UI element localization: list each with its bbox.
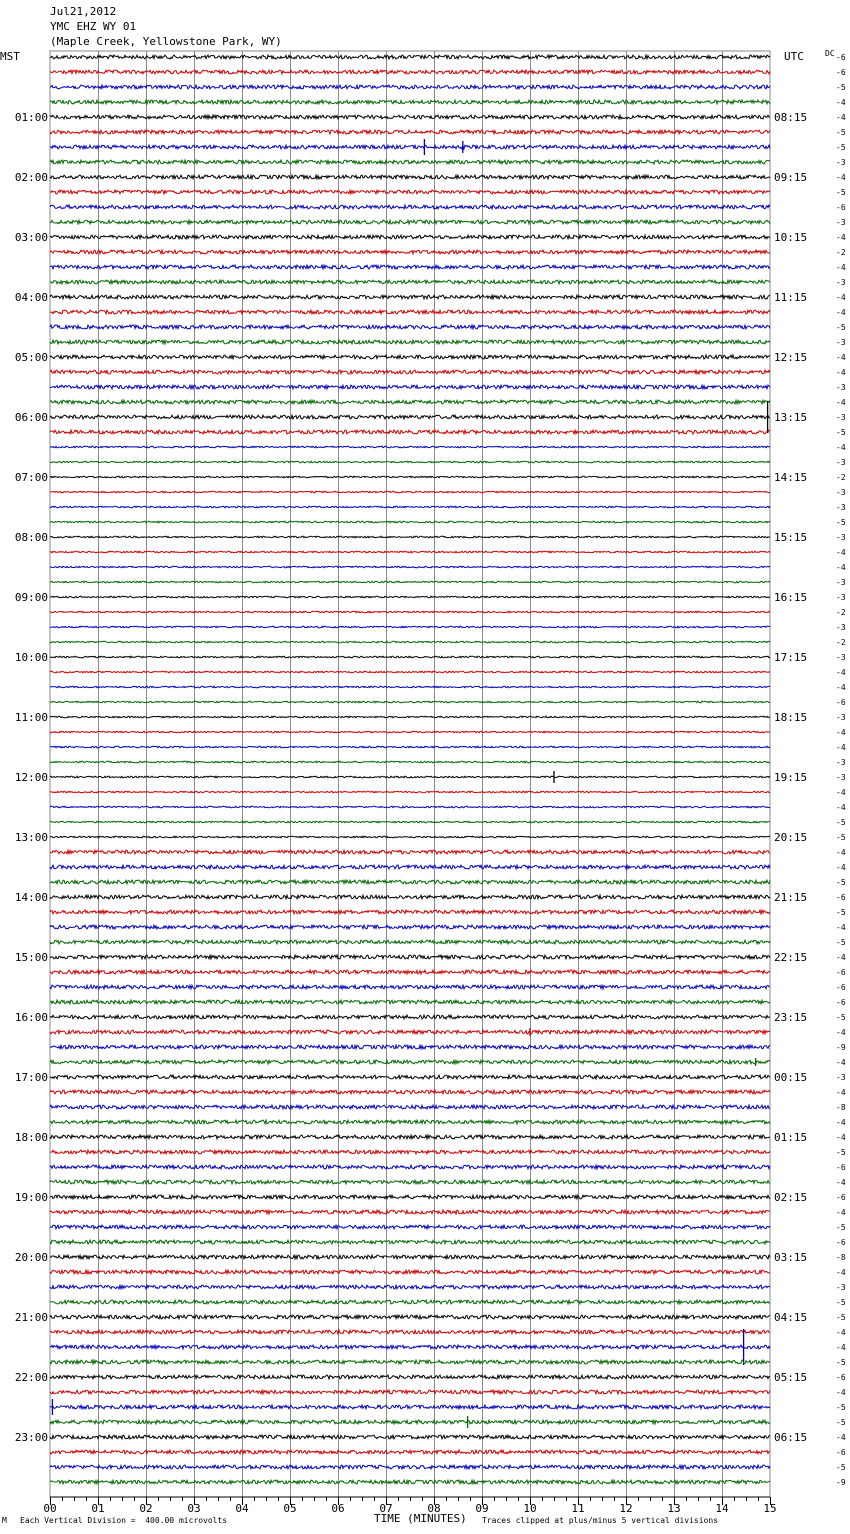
dc-offset-label: -4 xyxy=(836,443,846,452)
right-hour-label: 05:15 xyxy=(774,1371,808,1384)
left-hour-label: 11:00 xyxy=(14,711,48,724)
left-hour-label: 05:00 xyxy=(14,351,48,364)
dc-offset-label: -4 xyxy=(836,1343,846,1352)
dc-offset-label: -6 xyxy=(836,698,846,707)
right-hour-label: 23:15 xyxy=(774,1011,808,1024)
trace-line xyxy=(50,400,770,404)
trace-line xyxy=(50,476,770,478)
x-tick-label: 08 xyxy=(427,1502,441,1515)
dc-offset-label: -6 xyxy=(836,1448,846,1457)
dc-offset-label: -3 xyxy=(836,773,846,782)
dc-offset-label: -9 xyxy=(836,1478,846,1487)
trace-line xyxy=(50,836,770,838)
dc-offset-label: -4 xyxy=(836,233,846,242)
trace-line xyxy=(50,731,770,733)
dc-offset-label: -4 xyxy=(836,1118,846,1127)
trace-line xyxy=(50,746,770,748)
dc-offset-label: -3 xyxy=(836,593,846,602)
dc-offset-label: -3 xyxy=(836,578,846,587)
trace-line xyxy=(50,1210,770,1214)
dc-offset-label: -6 xyxy=(836,893,846,902)
dc-offset-label: -4 xyxy=(836,113,846,122)
dc-offset-label: -3 xyxy=(836,1073,846,1082)
trace-line xyxy=(50,295,770,299)
left-hour-label: 15:00 xyxy=(14,951,48,964)
trace-line xyxy=(50,1150,770,1154)
left-hour-label: 18:00 xyxy=(14,1131,48,1144)
dc-offset-label: -3 xyxy=(836,413,846,422)
dc-offset-label: -5 xyxy=(836,1313,846,1322)
dc-offset-label: -5 xyxy=(836,1418,846,1427)
dc-offset-label: -4 xyxy=(836,563,846,572)
trace-line xyxy=(50,865,770,869)
dc-offset-label: -5 xyxy=(836,1358,846,1367)
trace-line xyxy=(50,115,770,119)
trace-line xyxy=(50,340,770,344)
dc-offset-label: -5 xyxy=(836,1298,846,1307)
left-hour-label: 08:00 xyxy=(14,531,48,544)
dc-offset-label: -6 xyxy=(836,998,846,1007)
left-hour-label: 10:00 xyxy=(14,651,48,664)
dc-offset-label: -2 xyxy=(836,248,846,257)
dc-offset-label: -4 xyxy=(836,803,846,812)
dc-offset-label: -6 xyxy=(836,1238,846,1247)
left-hour-label: 13:00 xyxy=(14,831,48,844)
trace-line xyxy=(50,205,770,209)
trace-line xyxy=(50,265,770,269)
chart-date: Jul21,2012 xyxy=(50,5,117,18)
trace-line xyxy=(50,955,770,959)
dc-offset-label: -4 xyxy=(836,1433,846,1442)
trace-line xyxy=(50,491,770,493)
dc-offset-label: -2 xyxy=(836,473,846,482)
dc-offset-label: -4 xyxy=(836,263,846,272)
trace-line xyxy=(50,130,770,134)
x-tick-label: 13 xyxy=(667,1502,681,1515)
trace-line xyxy=(50,1090,770,1094)
trace-line xyxy=(50,551,770,553)
dc-offset-label: -4 xyxy=(836,1028,846,1037)
trace-line xyxy=(50,1030,770,1034)
trace-line xyxy=(50,1120,770,1124)
left-hour-label: 09:00 xyxy=(14,591,48,604)
dc-offset-label: -4 xyxy=(836,668,846,677)
trace-line xyxy=(50,55,770,59)
x-tick-label: 11 xyxy=(571,1502,585,1515)
dc-offset-label: -4 xyxy=(836,788,846,797)
x-tick-label: 15 xyxy=(763,1502,777,1515)
trace-line xyxy=(50,1165,770,1169)
trace-line xyxy=(50,235,770,239)
trace-line xyxy=(50,1450,770,1454)
left-hour-label: 23:00 xyxy=(14,1431,48,1444)
dc-offset-label: -4 xyxy=(836,173,846,182)
dc-offset-label: -3 xyxy=(836,503,846,512)
station-code: YMC EHZ WY 01 xyxy=(50,20,137,33)
dc-offset-label: -5 xyxy=(836,1148,846,1157)
dc-offset-label: -4 xyxy=(836,1178,846,1187)
x-tick-label: 14 xyxy=(715,1502,729,1515)
x-tick-label: 12 xyxy=(619,1502,633,1515)
trace-line xyxy=(50,145,770,149)
dc-offset-label: -5 xyxy=(836,878,846,887)
dc-offset-label: -4 xyxy=(836,743,846,752)
trace-line xyxy=(50,1060,770,1064)
right-hour-label: 04:15 xyxy=(774,1311,808,1324)
left-hour-label: 04:00 xyxy=(14,291,48,304)
trace-line xyxy=(50,100,770,104)
trace-line xyxy=(50,1330,770,1334)
dc-offset-label: -6 xyxy=(836,203,846,212)
dc-offset-label: -5 xyxy=(836,323,846,332)
dc-offset-label: -5 xyxy=(836,518,846,527)
left-timezone-label: MST xyxy=(0,50,20,63)
dc-offset-label: -4 xyxy=(836,1058,846,1067)
dc-offset-label: -5 xyxy=(836,1013,846,1022)
right-hour-label: 18:15 xyxy=(774,711,808,724)
trace-line xyxy=(50,1105,770,1109)
trace-line xyxy=(50,1240,770,1244)
trace-line xyxy=(50,536,770,538)
trace-line xyxy=(50,355,770,359)
x-tick-label: 02 xyxy=(139,1502,153,1515)
trace-line xyxy=(50,1255,770,1259)
trace-line xyxy=(50,160,770,164)
trace-line xyxy=(50,1465,770,1469)
right-hour-label: 20:15 xyxy=(774,831,808,844)
right-hour-label: 02:15 xyxy=(774,1191,808,1204)
left-hour-label: 01:00 xyxy=(14,111,48,124)
dc-offset-label: -4 xyxy=(836,923,846,932)
dc-offset-label: -4 xyxy=(836,953,846,962)
right-hour-label: 11:15 xyxy=(774,291,808,304)
trace-line xyxy=(50,566,770,568)
trace-line xyxy=(50,925,770,929)
trace-line xyxy=(50,791,770,793)
trace-line xyxy=(50,1180,770,1184)
dc-offset-label: -5 xyxy=(836,818,846,827)
dc-offset-label: -5 xyxy=(836,1463,846,1472)
dc-offset-label: -8 xyxy=(836,1103,846,1112)
dc-offset-label: -5 xyxy=(836,908,846,917)
trace-line xyxy=(50,761,770,763)
trace-line xyxy=(50,325,770,329)
dc-offset-label: -4 xyxy=(836,1208,846,1217)
dc-offset-label: -4 xyxy=(836,728,846,737)
left-hour-label: 17:00 xyxy=(14,1071,48,1084)
right-hour-label: 06:15 xyxy=(774,1431,808,1444)
dc-offset-label: -4 xyxy=(836,368,846,377)
trace-line xyxy=(50,190,770,194)
left-hour-label: 19:00 xyxy=(14,1191,48,1204)
trace-line xyxy=(50,940,770,944)
dc-offset-label: -5 xyxy=(836,1223,846,1232)
x-tick-label: 03 xyxy=(187,1502,201,1515)
dc-offset-label: -4 xyxy=(836,548,846,557)
dc-offset-label: -3 xyxy=(836,488,846,497)
dc-offset-label: -4 xyxy=(836,1388,846,1397)
trace-line xyxy=(50,701,770,703)
right-hour-label: 14:15 xyxy=(774,471,808,484)
dc-offset-label: -4 xyxy=(836,353,846,362)
trace-line xyxy=(50,506,770,508)
dc-offset-label: -3 xyxy=(836,158,846,167)
dc-offset-label: -4 xyxy=(836,683,846,692)
dc-offset-label: -5 xyxy=(836,938,846,947)
dc-offset-label: -5 xyxy=(836,1403,846,1412)
dc-offset-label: -9 xyxy=(836,1043,846,1052)
x-tick-label: 04 xyxy=(235,1502,249,1515)
dc-offset-label: -2 xyxy=(836,608,846,617)
dc-offset-label: -4 xyxy=(836,293,846,302)
trace-line xyxy=(50,1390,770,1394)
trace-line xyxy=(50,985,770,989)
station-location: (Maple Creek, Yellowstone Park, WY) xyxy=(50,35,282,48)
dc-offset-label: -6 xyxy=(836,1193,846,1202)
dc-offset-label: -5 xyxy=(836,143,846,152)
trace-line xyxy=(50,1300,770,1304)
dc-offset-label: -3 xyxy=(836,278,846,287)
trace-line xyxy=(50,1015,770,1019)
dc-offset-label: -4 xyxy=(836,1328,846,1337)
dc-offset-label: -3 xyxy=(836,1283,846,1292)
dc-offset-label: -8 xyxy=(836,1253,846,1262)
dc-column-label: DC xyxy=(825,49,835,58)
trace-line xyxy=(50,895,770,899)
trace-line xyxy=(50,1285,770,1289)
left-hour-label: 20:00 xyxy=(14,1251,48,1264)
trace-line xyxy=(50,1195,770,1199)
dc-offset-label: -4 xyxy=(836,1088,846,1097)
trace-line xyxy=(50,1135,770,1139)
trace-line xyxy=(50,1360,770,1364)
dc-offset-label: -5 xyxy=(836,83,846,92)
dc-offset-label: -3 xyxy=(836,623,846,632)
dc-offset-label: -6 xyxy=(836,1163,846,1172)
right-hour-label: 21:15 xyxy=(774,891,808,904)
trace-line xyxy=(50,1375,770,1379)
corner-mark: M xyxy=(2,1516,7,1525)
dc-offset-label: -3 xyxy=(836,383,846,392)
right-hour-label: 13:15 xyxy=(774,411,808,424)
trace-line xyxy=(50,581,770,583)
x-axis-title: TIME (MINUTES) xyxy=(374,1512,467,1525)
trace-line xyxy=(50,880,770,884)
dc-offset-label: -3 xyxy=(836,653,846,662)
left-hour-label: 22:00 xyxy=(14,1371,48,1384)
dc-offset-label: -3 xyxy=(836,758,846,767)
trace-line xyxy=(50,415,770,419)
trace-line xyxy=(50,1270,770,1274)
trace-line xyxy=(50,821,770,823)
right-hour-label: 22:15 xyxy=(774,951,808,964)
right-hour-label: 00:15 xyxy=(774,1071,808,1084)
trace-line xyxy=(50,671,770,673)
dc-offset-label: -5 xyxy=(836,188,846,197)
trace-line xyxy=(50,641,770,643)
trace-line xyxy=(50,70,770,74)
dc-offset-label: -3 xyxy=(836,458,846,467)
trace-line xyxy=(50,596,770,598)
left-hour-label: 12:00 xyxy=(14,771,48,784)
trace-line xyxy=(50,656,770,658)
left-hour-label: 03:00 xyxy=(14,231,48,244)
trace-line xyxy=(50,1480,770,1484)
trace-line xyxy=(50,385,770,389)
dc-offset-label: -3 xyxy=(836,713,846,722)
trace-line xyxy=(50,370,770,374)
trace-line xyxy=(50,85,770,89)
trace-line xyxy=(50,250,770,254)
trace-line xyxy=(50,716,770,718)
dc-offset-label: -4 xyxy=(836,98,846,107)
left-hour-label: 02:00 xyxy=(14,171,48,184)
right-hour-label: 19:15 xyxy=(774,771,808,784)
trace-line xyxy=(50,280,770,284)
trace-line xyxy=(50,1225,770,1229)
left-hour-label: 14:00 xyxy=(14,891,48,904)
trace-line xyxy=(50,461,770,463)
trace-line xyxy=(50,175,770,179)
x-tick-label: 09 xyxy=(475,1502,489,1515)
trace-line xyxy=(50,1345,770,1349)
trace-line xyxy=(50,970,770,974)
dc-offset-label: -4 xyxy=(836,1133,846,1142)
right-hour-label: 12:15 xyxy=(774,351,808,364)
dc-offset-label: -6 xyxy=(836,968,846,977)
trace-line xyxy=(50,806,770,808)
dc-offset-label: -4 xyxy=(836,1268,846,1277)
right-hour-label: 09:15 xyxy=(774,171,808,184)
trace-line xyxy=(50,910,770,914)
scale-note: Each Vertical Division = 400.00 microvolts xyxy=(20,1516,228,1525)
right-hour-label: 10:15 xyxy=(774,231,808,244)
trace-line xyxy=(50,626,770,628)
trace-line xyxy=(50,521,770,523)
x-tick-label: 07 xyxy=(379,1502,393,1515)
trace-line xyxy=(50,686,770,688)
x-tick-label: 01 xyxy=(91,1502,105,1515)
dc-offset-label: -2 xyxy=(836,638,846,647)
clip-note: Traces clipped at plus/minus 5 vertical divisions xyxy=(482,1516,719,1525)
left-hour-label: 16:00 xyxy=(14,1011,48,1024)
right-hour-label: 16:15 xyxy=(774,591,808,604)
trace-line xyxy=(50,1420,770,1424)
trace-line xyxy=(50,611,770,613)
left-hour-label: 07:00 xyxy=(14,471,48,484)
left-hour-label: 21:00 xyxy=(14,1311,48,1324)
trace-line xyxy=(50,1075,770,1079)
trace-line xyxy=(50,430,770,434)
dc-offset-label: -6 xyxy=(836,1373,846,1382)
dc-offset-label: -6 xyxy=(836,53,846,62)
trace-line xyxy=(50,446,770,448)
dc-offset-label: -4 xyxy=(836,398,846,407)
dc-offset-label: -4 xyxy=(836,308,846,317)
dc-offset-label: -6 xyxy=(836,68,846,77)
right-hour-label: 15:15 xyxy=(774,531,808,544)
dc-offset-label: -5 xyxy=(836,428,846,437)
trace-line xyxy=(50,1435,770,1439)
x-tick-label: 10 xyxy=(523,1502,537,1515)
trace-line xyxy=(50,850,770,854)
trace-line xyxy=(50,1045,770,1049)
right-hour-label: 03:15 xyxy=(774,1251,808,1264)
dc-offset-label: -4 xyxy=(836,848,846,857)
dc-offset-label: -5 xyxy=(836,128,846,137)
right-hour-label: 08:15 xyxy=(774,111,808,124)
left-hour-label: 06:00 xyxy=(14,411,48,424)
dc-offset-label: -5 xyxy=(836,833,846,842)
x-tick-label: 00 xyxy=(43,1502,57,1515)
right-hour-label: 17:15 xyxy=(774,651,808,664)
x-tick-label: 06 xyxy=(331,1502,345,1515)
dc-offset-label: -3 xyxy=(836,218,846,227)
trace-line xyxy=(50,1000,770,1004)
right-hour-label: 01:15 xyxy=(774,1131,808,1144)
right-timezone-label: UTC xyxy=(784,50,804,63)
x-tick-label: 05 xyxy=(283,1502,297,1515)
trace-line xyxy=(50,1405,770,1409)
trace-line xyxy=(50,776,770,778)
dc-offset-label: -6 xyxy=(836,983,846,992)
dc-offset-label: -3 xyxy=(836,338,846,347)
trace-line xyxy=(50,1315,770,1319)
trace-line xyxy=(50,310,770,314)
dc-offset-label: -3 xyxy=(836,533,846,542)
trace-line xyxy=(50,220,770,224)
dc-offset-label: -4 xyxy=(836,863,846,872)
